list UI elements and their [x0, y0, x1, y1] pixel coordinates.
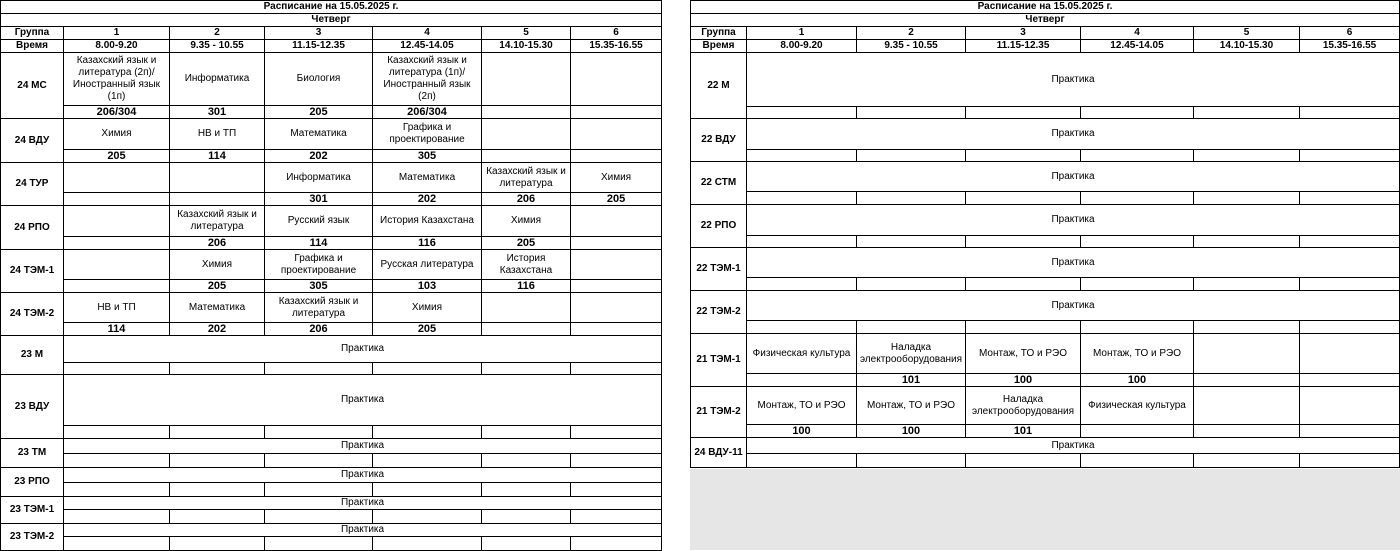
room-cell — [1194, 278, 1300, 291]
room-cell — [265, 537, 373, 551]
group-name: 24 РПО — [1, 206, 64, 250]
room-cell — [747, 278, 857, 291]
table-row — [1, 497, 662, 510]
subject-cell — [64, 163, 170, 193]
room-cell: 100 — [747, 425, 857, 438]
room-cell — [1194, 425, 1300, 438]
room-cell — [966, 107, 1081, 119]
room-cell — [373, 537, 482, 551]
practice-cell: Практика — [64, 468, 662, 483]
table-row — [691, 53, 1400, 107]
table-row — [1, 53, 662, 106]
room-cell: 305 — [265, 280, 373, 293]
period-time: 11.15-12.35 — [265, 40, 373, 53]
schedule-table-right — [690, 0, 1400, 468]
subject-cell: Химия — [482, 206, 571, 237]
room-cell: 301 — [170, 106, 265, 119]
subject-cell — [1194, 387, 1300, 425]
period-time: 8.00-9.20 — [747, 40, 857, 53]
room-cell — [571, 106, 662, 119]
schedule-title: Расписание на 15.05.2025 г. — [691, 1, 1400, 14]
table-row — [1, 293, 662, 323]
room-cell — [64, 426, 170, 439]
subject-cell — [170, 163, 265, 193]
subject-cell: Наладка электрооборудования — [966, 387, 1081, 425]
room-cell: 116 — [482, 280, 571, 293]
table-row — [1, 323, 662, 336]
day-label: Четверг — [691, 14, 1400, 27]
subject-cell — [482, 119, 571, 150]
table-row — [1, 193, 662, 206]
table-row — [691, 374, 1400, 387]
period-time: 14.10-15.30 — [482, 40, 571, 53]
room-cell — [1081, 107, 1194, 119]
subject-cell — [1300, 334, 1400, 374]
practice-cell: Практика — [64, 524, 662, 537]
schedule-table-left — [0, 0, 662, 551]
group-name: 24 ВДУ — [1, 119, 64, 163]
period-number: 4 — [373, 27, 482, 40]
time-header: Время — [1, 40, 64, 53]
room-cell — [1300, 107, 1400, 119]
subject-cell: Казахский язык и литература — [482, 163, 571, 193]
period-time: 15.35-16.55 — [1300, 40, 1400, 53]
room-cell — [64, 237, 170, 250]
room-cell — [857, 192, 966, 205]
subject-cell: История Казахстана — [482, 250, 571, 280]
schedule-title: Расписание на 15.05.2025 г. — [1, 1, 662, 14]
table-row — [691, 438, 1400, 454]
table-row — [691, 27, 1400, 40]
room-cell — [265, 426, 373, 439]
table-row — [691, 387, 1400, 425]
table-row — [691, 192, 1400, 205]
room-cell — [1300, 321, 1400, 334]
table-row — [1, 510, 662, 524]
subject-cell: Казахский язык и литература (2п)/Иностранный язык (1п) — [64, 53, 170, 106]
table-row — [1, 237, 662, 250]
table-row — [1, 483, 662, 497]
period-number: 5 — [1194, 27, 1300, 40]
group-name: 23 ТЭМ-2 — [1, 524, 64, 551]
room-cell — [373, 483, 482, 497]
room-cell — [571, 510, 662, 524]
room-cell — [1300, 150, 1400, 162]
room-cell: 114 — [265, 237, 373, 250]
practice-cell: Практика — [64, 336, 662, 363]
room-cell — [64, 510, 170, 524]
room-cell — [1081, 192, 1194, 205]
subject-cell — [571, 293, 662, 323]
room-cell: 101 — [966, 425, 1081, 438]
room-cell — [571, 150, 662, 163]
room-cell: 202 — [373, 193, 482, 206]
room-cell — [265, 454, 373, 468]
subject-cell: Монтаж, ТО и РЭО — [1081, 334, 1194, 374]
subject-cell: Информатика — [265, 163, 373, 193]
group-name: 24 ТУР — [1, 163, 64, 206]
practice-cell: Практика — [64, 497, 662, 510]
room-cell — [1300, 454, 1400, 468]
table-row — [691, 248, 1400, 278]
period-number: 1 — [747, 27, 857, 40]
room-cell — [1081, 278, 1194, 291]
room-cell — [1300, 425, 1400, 438]
practice-cell: Практика — [64, 439, 662, 454]
group-name: 22 М — [691, 53, 747, 119]
group-name: 21 ТЭМ-2 — [691, 387, 747, 438]
subject-cell — [482, 53, 571, 106]
period-number: 6 — [1300, 27, 1400, 40]
room-cell — [1194, 192, 1300, 205]
room-cell — [571, 454, 662, 468]
room-cell: 202 — [170, 323, 265, 336]
room-cell — [571, 537, 662, 551]
day-label: Четверг — [1, 14, 662, 27]
group-name: 23 ТЭМ-1 — [1, 497, 64, 524]
room-cell — [170, 426, 265, 439]
room-cell — [265, 510, 373, 524]
subject-cell: НВ и ТП — [64, 293, 170, 323]
room-cell: 305 — [373, 150, 482, 163]
room-cell — [64, 280, 170, 293]
room-cell — [482, 426, 571, 439]
room-cell — [482, 454, 571, 468]
table-row — [1, 336, 662, 363]
room-cell — [64, 537, 170, 551]
room-cell — [1194, 236, 1300, 248]
subject-cell: Физическая культура — [1081, 387, 1194, 425]
subject-cell: Физическая культура — [747, 334, 857, 374]
room-cell — [64, 193, 170, 206]
group-name: 22 ТЭМ-1 — [691, 248, 747, 291]
subject-cell — [64, 250, 170, 280]
period-number: 1 — [64, 27, 170, 40]
group-name: 23 ВДУ — [1, 375, 64, 439]
subject-cell: Графика и проектирование — [373, 119, 482, 150]
room-cell: 205 — [64, 150, 170, 163]
room-cell: 100 — [1081, 374, 1194, 387]
subject-cell: Казахский язык и литература — [265, 293, 373, 323]
room-cell — [170, 363, 265, 375]
practice-cell: Практика — [747, 162, 1400, 192]
table-row — [691, 205, 1400, 236]
period-time: 9.35 - 10.55 — [170, 40, 265, 53]
room-cell: 114 — [170, 150, 265, 163]
table-row — [1, 150, 662, 163]
group-name: 22 РПО — [691, 205, 747, 248]
table-row — [1, 454, 662, 468]
table-row — [1, 426, 662, 439]
room-cell — [482, 510, 571, 524]
room-cell — [170, 454, 265, 468]
period-time: 9.35 - 10.55 — [857, 40, 966, 53]
room-cell — [857, 150, 966, 162]
subject-cell: Монтаж, ТО и РЭО — [747, 387, 857, 425]
subject-cell — [1300, 387, 1400, 425]
sheet-gap — [662, 0, 690, 550]
table-row — [1, 439, 662, 454]
room-cell: 202 — [265, 150, 373, 163]
group-name: 24 МС — [1, 53, 64, 119]
subject-cell: История Казахстана — [373, 206, 482, 237]
practice-cell: Практика — [747, 248, 1400, 278]
room-cell — [1300, 278, 1400, 291]
group-name: 24 ТЭМ-2 — [1, 293, 64, 336]
room-cell — [747, 236, 857, 248]
room-cell — [170, 537, 265, 551]
room-cell — [1194, 374, 1300, 387]
room-cell: 205 — [265, 106, 373, 119]
room-cell — [857, 454, 966, 468]
room-cell: 206 — [170, 237, 265, 250]
room-cell — [571, 280, 662, 293]
room-cell — [571, 426, 662, 439]
room-cell: 101 — [857, 374, 966, 387]
room-cell — [1300, 236, 1400, 248]
room-cell — [265, 483, 373, 497]
group-name: 23 ТМ — [1, 439, 64, 468]
room-cell — [1081, 454, 1194, 468]
room-cell — [966, 150, 1081, 162]
room-cell: 206 — [482, 193, 571, 206]
table-row — [691, 334, 1400, 374]
table-row — [1, 363, 662, 375]
room-cell — [747, 150, 857, 162]
period-number: 2 — [857, 27, 966, 40]
subject-cell — [571, 206, 662, 237]
subject-cell: Наладка электрооборудования — [857, 334, 966, 374]
room-cell — [571, 483, 662, 497]
table-row — [691, 40, 1400, 53]
subject-cell: Химия — [64, 119, 170, 150]
room-cell — [747, 454, 857, 468]
subject-cell — [571, 119, 662, 150]
room-cell — [373, 454, 482, 468]
room-cell — [1194, 107, 1300, 119]
table-row — [691, 119, 1400, 150]
room-cell — [966, 192, 1081, 205]
subject-cell: Математика — [265, 119, 373, 150]
subject-cell — [571, 53, 662, 106]
subject-cell: Казахский язык и литература — [170, 206, 265, 237]
room-cell — [482, 537, 571, 551]
table-row — [691, 236, 1400, 248]
practice-cell: Практика — [747, 291, 1400, 321]
room-cell: 205 — [482, 237, 571, 250]
room-cell — [1081, 236, 1194, 248]
room-cell — [482, 106, 571, 119]
table-row — [1, 537, 662, 551]
table-row — [691, 454, 1400, 468]
room-cell — [857, 107, 966, 119]
room-cell: 116 — [373, 237, 482, 250]
table-row — [1, 106, 662, 119]
room-cell — [571, 323, 662, 336]
room-cell — [966, 236, 1081, 248]
table-row — [1, 468, 662, 483]
period-number: 3 — [966, 27, 1081, 40]
room-cell: 100 — [857, 425, 966, 438]
practice-cell: Практика — [747, 438, 1400, 454]
room-cell — [1194, 454, 1300, 468]
period-number: 4 — [1081, 27, 1194, 40]
table-row — [691, 150, 1400, 162]
subject-cell: Русский язык — [265, 206, 373, 237]
room-cell — [966, 321, 1081, 334]
group-name: 21 ТЭМ-1 — [691, 334, 747, 387]
subject-cell: Биология — [265, 53, 373, 106]
subject-cell — [571, 250, 662, 280]
period-time: 8.00-9.20 — [64, 40, 170, 53]
subject-cell: Математика — [373, 163, 482, 193]
practice-cell: Практика — [747, 205, 1400, 236]
group-name: 24 ТЭМ-1 — [1, 250, 64, 293]
period-time: 15.35-16.55 — [571, 40, 662, 53]
room-cell — [1081, 425, 1194, 438]
room-cell — [64, 483, 170, 497]
room-cell — [857, 236, 966, 248]
subject-cell: Монтаж, ТО и РЭО — [966, 334, 1081, 374]
room-cell — [571, 237, 662, 250]
subject-cell — [482, 293, 571, 323]
table-row — [691, 321, 1400, 334]
room-cell — [64, 454, 170, 468]
room-cell — [1300, 192, 1400, 205]
room-cell — [482, 363, 571, 375]
group-name: 22 ТЭМ-2 — [691, 291, 747, 334]
room-cell — [857, 278, 966, 291]
table-row — [1, 163, 662, 193]
room-cell — [482, 150, 571, 163]
period-time: 11.15-12.35 — [966, 40, 1081, 53]
room-cell — [373, 426, 482, 439]
period-number: 5 — [482, 27, 571, 40]
room-cell — [170, 483, 265, 497]
room-cell — [265, 363, 373, 375]
empty-grid-area — [690, 469, 1400, 550]
room-cell: 206 — [265, 323, 373, 336]
subject-cell: Математика — [170, 293, 265, 323]
table-row — [1, 250, 662, 280]
table-row — [1, 524, 662, 537]
table-row — [1, 375, 662, 426]
room-cell: 206/304 — [373, 106, 482, 119]
subject-cell: Казахский язык и литература (1п)/Иностранный язык (2п) — [373, 53, 482, 106]
group-header: Группа — [1, 27, 64, 40]
room-cell — [482, 483, 571, 497]
subject-cell: Химия — [373, 293, 482, 323]
room-cell — [857, 321, 966, 334]
room-cell — [747, 374, 857, 387]
room-cell — [170, 510, 265, 524]
subject-cell: Химия — [571, 163, 662, 193]
room-cell: 206/304 — [64, 106, 170, 119]
room-cell — [1300, 374, 1400, 387]
table-row — [691, 1, 1400, 14]
table-row — [1, 119, 662, 150]
period-time: 12.45-14.05 — [373, 40, 482, 53]
period-number: 3 — [265, 27, 373, 40]
practice-cell: Практика — [64, 375, 662, 426]
group-name: 22 СТМ — [691, 162, 747, 205]
table-row — [1, 40, 662, 53]
table-row — [1, 1, 662, 14]
room-cell: 100 — [966, 374, 1081, 387]
room-cell: 205 — [170, 280, 265, 293]
room-cell: 205 — [571, 193, 662, 206]
room-cell — [1194, 321, 1300, 334]
room-cell — [747, 107, 857, 119]
room-cell — [373, 363, 482, 375]
room-cell: 114 — [64, 323, 170, 336]
table-row — [691, 14, 1400, 27]
table-row — [691, 162, 1400, 192]
subject-cell: НВ и ТП — [170, 119, 265, 150]
subject-cell: Графика и проектирование — [265, 250, 373, 280]
room-cell — [966, 454, 1081, 468]
practice-cell: Практика — [747, 119, 1400, 150]
group-name: 22 ВДУ — [691, 119, 747, 162]
table-row — [691, 425, 1400, 438]
subject-cell: Монтаж, ТО и РЭО — [857, 387, 966, 425]
room-cell: 103 — [373, 280, 482, 293]
room-cell — [1194, 150, 1300, 162]
group-name: 23 М — [1, 336, 64, 375]
period-number: 6 — [571, 27, 662, 40]
period-number: 2 — [170, 27, 265, 40]
subject-cell: Информатика — [170, 53, 265, 106]
practice-cell: Практика — [747, 53, 1400, 107]
room-cell — [170, 193, 265, 206]
period-time: 14.10-15.30 — [1194, 40, 1300, 53]
room-cell — [966, 278, 1081, 291]
table-row — [1, 206, 662, 237]
room-cell — [1081, 321, 1194, 334]
room-cell — [373, 510, 482, 524]
room-cell — [482, 323, 571, 336]
room-cell — [64, 363, 170, 375]
room-cell — [1081, 150, 1194, 162]
table-row — [1, 27, 662, 40]
room-cell — [747, 321, 857, 334]
group-header: Группа — [691, 27, 747, 40]
subject-cell — [64, 206, 170, 237]
subject-cell — [1194, 334, 1300, 374]
subject-cell: Химия — [170, 250, 265, 280]
table-row — [691, 291, 1400, 321]
group-name: 24 ВДУ-11 — [691, 438, 747, 468]
table-row — [691, 107, 1400, 119]
room-cell — [571, 363, 662, 375]
room-cell: 301 — [265, 193, 373, 206]
group-name: 23 РПО — [1, 468, 64, 497]
table-row — [691, 278, 1400, 291]
subject-cell: Русская литература — [373, 250, 482, 280]
table-row — [1, 14, 662, 27]
room-cell — [747, 192, 857, 205]
time-header: Время — [691, 40, 747, 53]
table-row — [1, 280, 662, 293]
room-cell: 205 — [373, 323, 482, 336]
period-time: 12.45-14.05 — [1081, 40, 1194, 53]
